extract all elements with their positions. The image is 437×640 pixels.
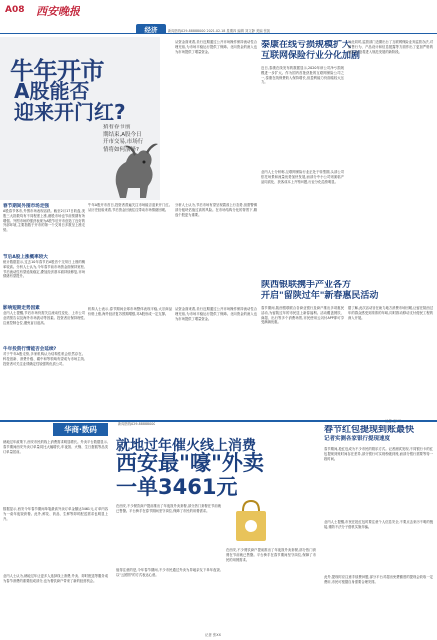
masthead: [0, 0, 437, 34]
hero-subtitle-line: 情将如何演绎?: [103, 146, 139, 153]
col2-body-2: 机构人士表示,春节期间全球市场整体表现平稳,大宗商品价格上涨,海外经济复苏预期增强,对A股形成一定支撑。: [88, 307, 172, 316]
takeout-headline-1: 西安最"嚎"外卖: [116, 451, 264, 475]
hero-title-2: A股能否: [14, 79, 90, 103]
column-2: [88, 203, 172, 418]
col1-heading-1: 春节期间外围市场走强: [3, 204, 49, 209]
hero-subtitle-line: 期结束,A股今日: [103, 131, 142, 138]
section-2-info: 新闻热线029-88888000: [118, 422, 156, 426]
article-tk-body-1: 近日,泰康在线发布的数据显示,2020年该公司净亏损规模进一步扩大。作为国内首批获批的互联网保险公司之一,泰康在线保费收入保持增长,但盈利能力仍面临较大压力。: [261, 66, 344, 85]
hongbao-title: 春节红包提现到账最快: [324, 425, 415, 435]
article-unionpay-col-b: [348, 306, 433, 414]
article-unionpay-col-a: [261, 306, 344, 416]
hero-title-3: 迎来开门红?: [14, 100, 126, 124]
header-info: 新闻热线029-88888000 2021.02.18 星期四 编辑 刘文静 美编 张凯: [168, 29, 271, 33]
article-unionpay-headline: [261, 280, 431, 302]
article-tk-body-2: 业内人士分析称,互联网保险行业正处于转型期,头部公司依托场景和流量优势加快发展,而部分中小公司则面临产品同质化、获客成本上升等问题,行业分化趋势明显。: [261, 170, 344, 184]
section-tab-2: 华商·数码: [53, 423, 108, 436]
article-tk-subtitle: 互联网保险行业分化加剧: [261, 51, 361, 61]
takeout-body-5: 值得注意的是,今年春节期间,不少市民通过外卖为异地亲友下单年夜饭,以"云团圆"的方式表达心意。: [116, 568, 221, 577]
takeout-headline-2: 一单3461元: [116, 475, 238, 499]
col1-body-4: 对于牛年A股走势,多家机构认为结构性机会依然存在。科技创新、消费升级、碳中和等领域有望成为市场主线,投资者可关注业绩确定性较强的优质公司。: [3, 352, 85, 366]
takeout-body-2: 数据显示,西安今年春节期间单笔最高外卖订单金额达3461元,订单内容为一桌年夜饭套餐。此外,鲜花、药品、生鲜等即时配送需求也明显上升。: [3, 507, 108, 521]
hongbao-body-2: 业内人士提醒,市民在抢红包时要注意个人信息安全,不要点击来历不明的链接,谨防不法分子借机实施诈骗。: [324, 520, 433, 529]
column-1: [3, 203, 85, 418]
article-unionpay-title: 陕西银联携手产业各方: [261, 280, 352, 290]
article-tk-body-3: 与此同时,监管部门近期出台了互联网保险业务监管办法,对销售行为、产品设计和信息披露等方面作出了更加严格的规定,行业将进入规范发展的新阶段。: [348, 40, 433, 54]
takeout-body-6: 在西安,不少餐饮商户提前推出了年夜饭外卖套餐,部分热门套餐在节前就已售罄。平台骑手在春节期间坚守岗位,保障了市民的用餐需求。: [226, 548, 316, 562]
article-unionpay-body-1: 春节期间,陕西银联联合各商业银行及商户推出多项惠民活动,为留陕过年的市民送上新春福利。活动覆盖餐饮、商超、出行等多个消费场景,市民使用云闪付APP即可享受满减优惠。: [261, 306, 344, 325]
hongbao-body-3: 此外,提现时应注意手续费问题,部分平台对超出免费额度的提现会收取一定费用,市民可根据自身需要合理安排。: [324, 575, 433, 584]
col1-body-1: A股春节休市,外围市场表现活跃。截至2月17日收盘,美股三大指数均有不同程度上涨,港股市场也节前预期有所增强。外围市场的强劲表现为A股节后开市创造了良好的外部环境,主要指数于开市的第一个交易日多数呈上涨走势。: [3, 209, 85, 233]
article-tk-col-a: [261, 66, 344, 274]
col3-top-body: 从资金面来看,央行近期通过公开市场操作保持流动性合理充裕,为市场平稳运行提供了保障。北向资金的流入也为市场提供了增量资金。: [175, 40, 257, 54]
hero-subtitle-line: 猜看春节前: [103, 124, 131, 130]
takeout-col-b: [116, 504, 221, 632]
paper-logo: 西安晚报: [36, 5, 80, 18]
column-3: [175, 203, 257, 418]
col3-body-1: 分析人士认为,节后市场有望呈现震荡上行态势,但需警惕部分板块估值过高的风险。在市场结构分化的背景下,精选个股更为重要。: [175, 203, 257, 217]
section-tab: 经济: [136, 24, 166, 34]
col3-body-2: 从资金面来看,央行近期通过公开市场操作保持流动性合理充裕,为市场平稳运行提供了保障。北向资金的流入也为市场提供了增量资金。: [175, 307, 257, 321]
col1-body-2: 统计数据显示,过去10年春节后A股首个交易日上涨的概率较高。分析人士认为,今年春节前市场资金面保持宽松,节后流动性有望延续稳定,叠加经济基本面持续修复,市场情绪有望提升。: [3, 260, 85, 279]
col1-heading-2: 节后A股上涨概率较大: [3, 255, 48, 260]
takeout-col-a: [3, 440, 108, 635]
col1-heading-4: 牛年投资行情能否会延续?: [3, 347, 57, 352]
bull-illustration: [108, 140, 158, 200]
takeout-bag-illustration: [226, 495, 276, 545]
hero-title-1: 牛年开市: [10, 57, 104, 85]
article-unionpay-body-2: 据了解,此次活动旨在助力地方消费市场回暖,让留在陕西过年的群众感受到浓浓的年味,同时推动移动支付便民工程的深入开展。: [348, 306, 433, 320]
article-unionpay-subtitle: 开启"留陕过年"新春惠民活动: [261, 291, 379, 301]
col1-heading-3: 影响短期走势因素: [3, 306, 40, 311]
takeout-kicker: 就地过年催火线上消费: [116, 438, 256, 454]
takeout-body-3: 业内人士认为,就地过年让更多人选择线上消费,外卖、即时配送等服务成为春节消费的重要组成部分,也为餐饮商户带来了新的经营机会。: [3, 574, 108, 583]
article-tk-title: 泰康在线亏损规模扩大: [261, 40, 352, 50]
col2-body-1: 牛年A股开市首日,投资者普遍关注市场能否迎来开门红。从历史经验来看,节后资金回流往往带动市场情绪回暖。: [88, 203, 172, 212]
takeout-body-1: 就地过年政策下,西安市民的线上消费需求明显增长。外卖平台数据显示,春节期间西安外卖订单量同比大幅增长,年夜饭、火锅、生日蛋糕等品类订单量居前。: [3, 440, 108, 454]
takeout-body-4: 在西安,不少餐饮商户提前推出了年夜饭外卖套餐,部分热门套餐在节前就已售罄。平台骑手在春节期间坚守岗位,保障了市民的用餐需求。: [116, 504, 221, 513]
byline-bottom: 记者 张XX: [205, 633, 221, 637]
page-number: A08: [5, 5, 25, 15]
hongbao-headline: [324, 425, 434, 443]
col1-body-3: 业内人士提醒,节后市场仍需关注流动性变化、上市公司业绩预告以及海外市场波动等因素。投资者应保持理性,注意控制仓位,避免盲目追高。: [3, 311, 85, 325]
hongbao-col: [324, 447, 433, 632]
column-3-top: [175, 40, 257, 200]
article-tk-col-b: [348, 40, 433, 274]
hero-subtitle-line: 开市交易,市场行: [103, 139, 144, 145]
takeout-col-c: [226, 548, 316, 632]
hongbao-body-1: 春节期间,抢红包成为不少市民的娱乐方式。记者测试发现,不同银行卡的红包提现到账时间存在差异,部分银行可实现秒级到账,而部分银行需要等待一段时间。: [324, 447, 433, 461]
hongbao-subtitle: 记者实测各家银行提现速度: [324, 436, 391, 442]
section-divider: [0, 420, 437, 422]
